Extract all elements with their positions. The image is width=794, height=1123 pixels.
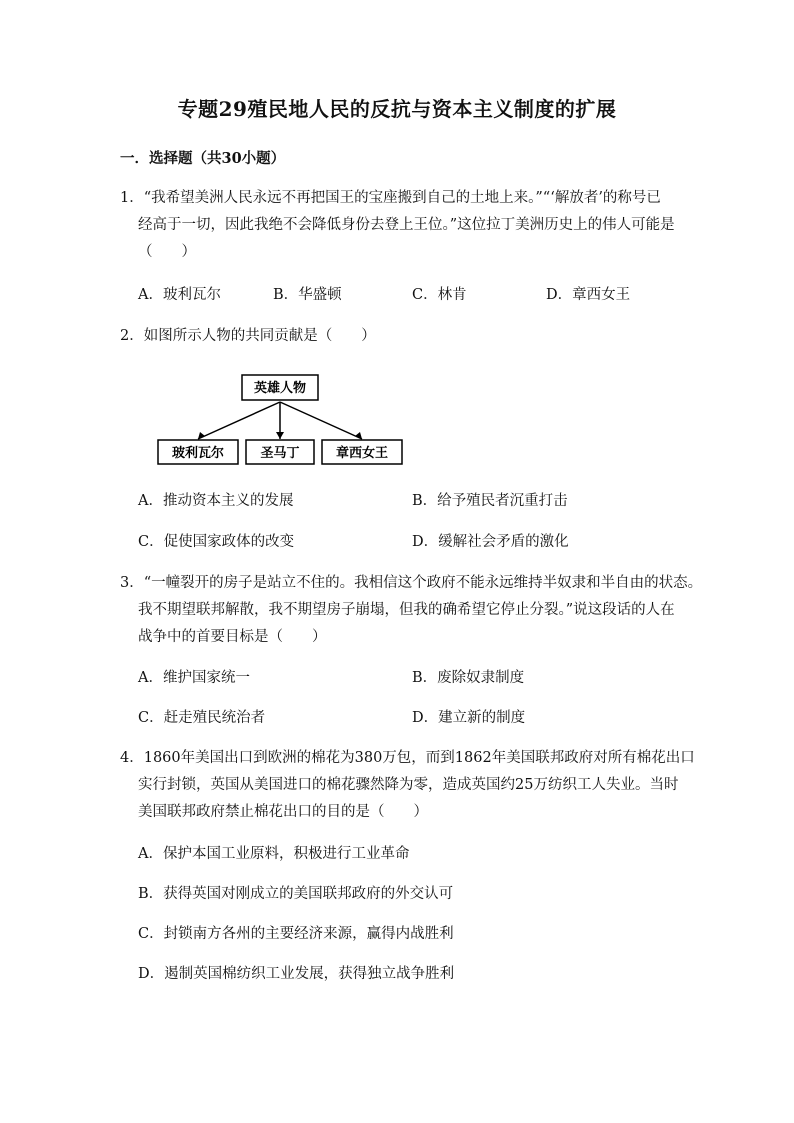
question-4-option-d[interactable]: D．遏制英国棉纺织工业发展，获得独立战争胜利: [138, 966, 455, 982]
diagram-top-label: 英雄人物: [253, 381, 307, 396]
diagram-arrow-left: [198, 402, 280, 439]
question-4-option-c[interactable]: C．封锁南方各州的主要经济来源，赢得内战胜利: [138, 926, 454, 942]
question-3-option-b[interactable]: B．废除奴隶制度: [412, 670, 525, 686]
diagram-child-label-1: 玻利瓦尔: [171, 446, 225, 461]
hero-diagram: [150, 370, 410, 470]
question-4-line-3: 美国联邦政府禁止棉花出口的目的是（ ）: [138, 804, 428, 820]
question-1-line-2: 经高于一切，因此我绝不会降低身份去登上王位。”这位拉丁美洲历史上的伟人可能是: [138, 217, 675, 233]
diagram-child-label-2: 圣马丁: [260, 446, 300, 461]
question-2-option-c[interactable]: C．促使国家政体的改变: [138, 534, 295, 550]
question-1-line-1: 1．“我希望美洲人民永远不再把国王的宝座搬到自己的土地上来。”“‘解放者’的称号已: [120, 190, 661, 206]
question-3-line-1: 3．“一幢裂开的房子是站立不住的。我相信这个政府不能永远维持半奴隶和半自由的状态。: [120, 575, 703, 591]
question-2-option-a[interactable]: A．推动资本主义的发展: [138, 493, 294, 509]
diagram-arrow-right: [280, 402, 362, 439]
question-2-option-d[interactable]: D．缓解社会矛盾的激化: [412, 534, 569, 550]
diagram-arrowhead-middle: [276, 432, 284, 439]
question-1-option-a[interactable]: A．玻利瓦尔: [138, 287, 221, 303]
section-heading: 一．选择题（共30小题）: [120, 150, 286, 167]
question-3-option-d[interactable]: D．建立新的制度: [412, 710, 526, 726]
question-3-option-c[interactable]: C．赶走殖民统治者: [138, 710, 266, 726]
question-3-line-3: 战争中的首要目标是（ ）: [138, 629, 327, 645]
question-1-option-c[interactable]: C．林肯: [412, 287, 467, 303]
question-2-line-1: 2．如图所示人物的共同贡献是（ ）: [120, 328, 376, 344]
question-3-option-a[interactable]: A．维护国家统一: [138, 670, 250, 686]
page-title: 专题29殖民地人民的反抗与资本主义制度的扩展: [177, 97, 617, 121]
question-1-line-3: （ ）: [138, 244, 196, 260]
question-3-line-2: 我不期望联邦解散，我不期望房子崩塌，但我的确希望它停止分裂。”说这段话的人在: [138, 602, 675, 618]
question-4-option-b[interactable]: B．获得英国对刚成立的美国联邦政府的外交认可: [138, 886, 454, 902]
question-4-option-a[interactable]: A．保护本国工业原料，积极进行工业革命: [138, 846, 410, 862]
diagram-child-label-3: 章西女王: [335, 446, 389, 461]
question-2-option-b[interactable]: B．给予殖民者沉重打击: [412, 493, 568, 509]
question-4-line-2: 实行封锁，英国从美国进口的棉花骤然降为零，造成英国约25万纺织工人失业。当时: [138, 777, 679, 793]
question-1-option-b[interactable]: B．华盛顿: [273, 287, 342, 303]
question-1-option-d[interactable]: D．章西女王: [546, 287, 631, 303]
question-4-line-1: 4．1860年美国出口到欧洲的棉花为380万包，而到1862年美国联邦政府对所有棉花出口: [120, 750, 695, 766]
